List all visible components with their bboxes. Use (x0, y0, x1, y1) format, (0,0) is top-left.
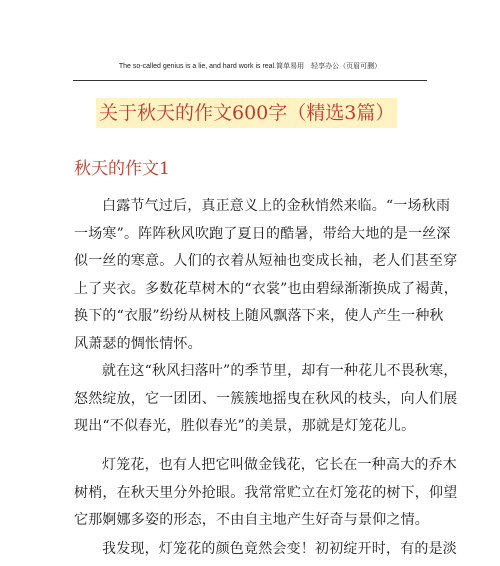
paragraph-1 (74, 193, 458, 358)
paragraph-line: 就在这“秋风扫落叶”的季节里，却有一种花儿不畏秋寒， (102, 363, 458, 379)
page-header (0, 61, 500, 72)
paragraph-line: 我发现，灯笼花的颜色竟然会变！初初绽开时，有的是淡 (102, 541, 457, 557)
paragraph-line: 换下的“衣服”纷纷从树枝上随风飘落下来，使人产生一种秋 (74, 308, 444, 324)
paragraph-line: 它那婀娜多姿的形态，不由自主地产生好奇与景仰之情。 (74, 512, 429, 528)
header-tagline-en: The so-called genius is a lie, and hard work is real. (118, 63, 277, 70)
paragraph-2 (74, 358, 458, 441)
header-divider (73, 80, 427, 81)
paragraph-line: 树梢，在秋天里分外抢眼。我常常贮立在灯笼花的树下，仰望 (74, 484, 458, 501)
paragraph-line: 风萧瑟的惆怅情怀。 (74, 335, 202, 352)
paragraph-line: 一场寒”。阵阵秋风吹跑了夏日的酷暑，带给大地的是一丝深 (74, 225, 451, 242)
paragraph-line: 白露节气过后，真正意义上的金秋悄然来临。“一场秋雨 (102, 198, 451, 214)
paragraph-line: 似一丝的寒意。人们的衣着从短袖也变成长袖，老人们甚至穿 (74, 253, 458, 269)
paragraph-3 (74, 452, 458, 535)
header-tagline-cn: 简单易用 轻享办公（页眉可删） (276, 62, 382, 70)
paragraph-line: 灯笼花，也有人把它叫做金钱花，它长在一种高大的乔木 (102, 457, 457, 473)
document-title: 关于秋天的作文600字（精选3篇） (96, 98, 397, 128)
paragraph-4 (74, 536, 457, 564)
paragraph-line: 怒然绽放，它一团团、一簇簇地摇曳在秋风的枝头，向人们展 (74, 390, 458, 407)
section-heading: 秋天的作文1 (74, 159, 170, 179)
paragraph-line: 现出“不似春光，胜似春光”的美景，那就是灯笼花儿。 (74, 418, 416, 434)
paragraph-line: 上了夹衣。多数花草树木的“衣裳”也由碧绿渐渐换成了褐黄， (74, 280, 458, 297)
